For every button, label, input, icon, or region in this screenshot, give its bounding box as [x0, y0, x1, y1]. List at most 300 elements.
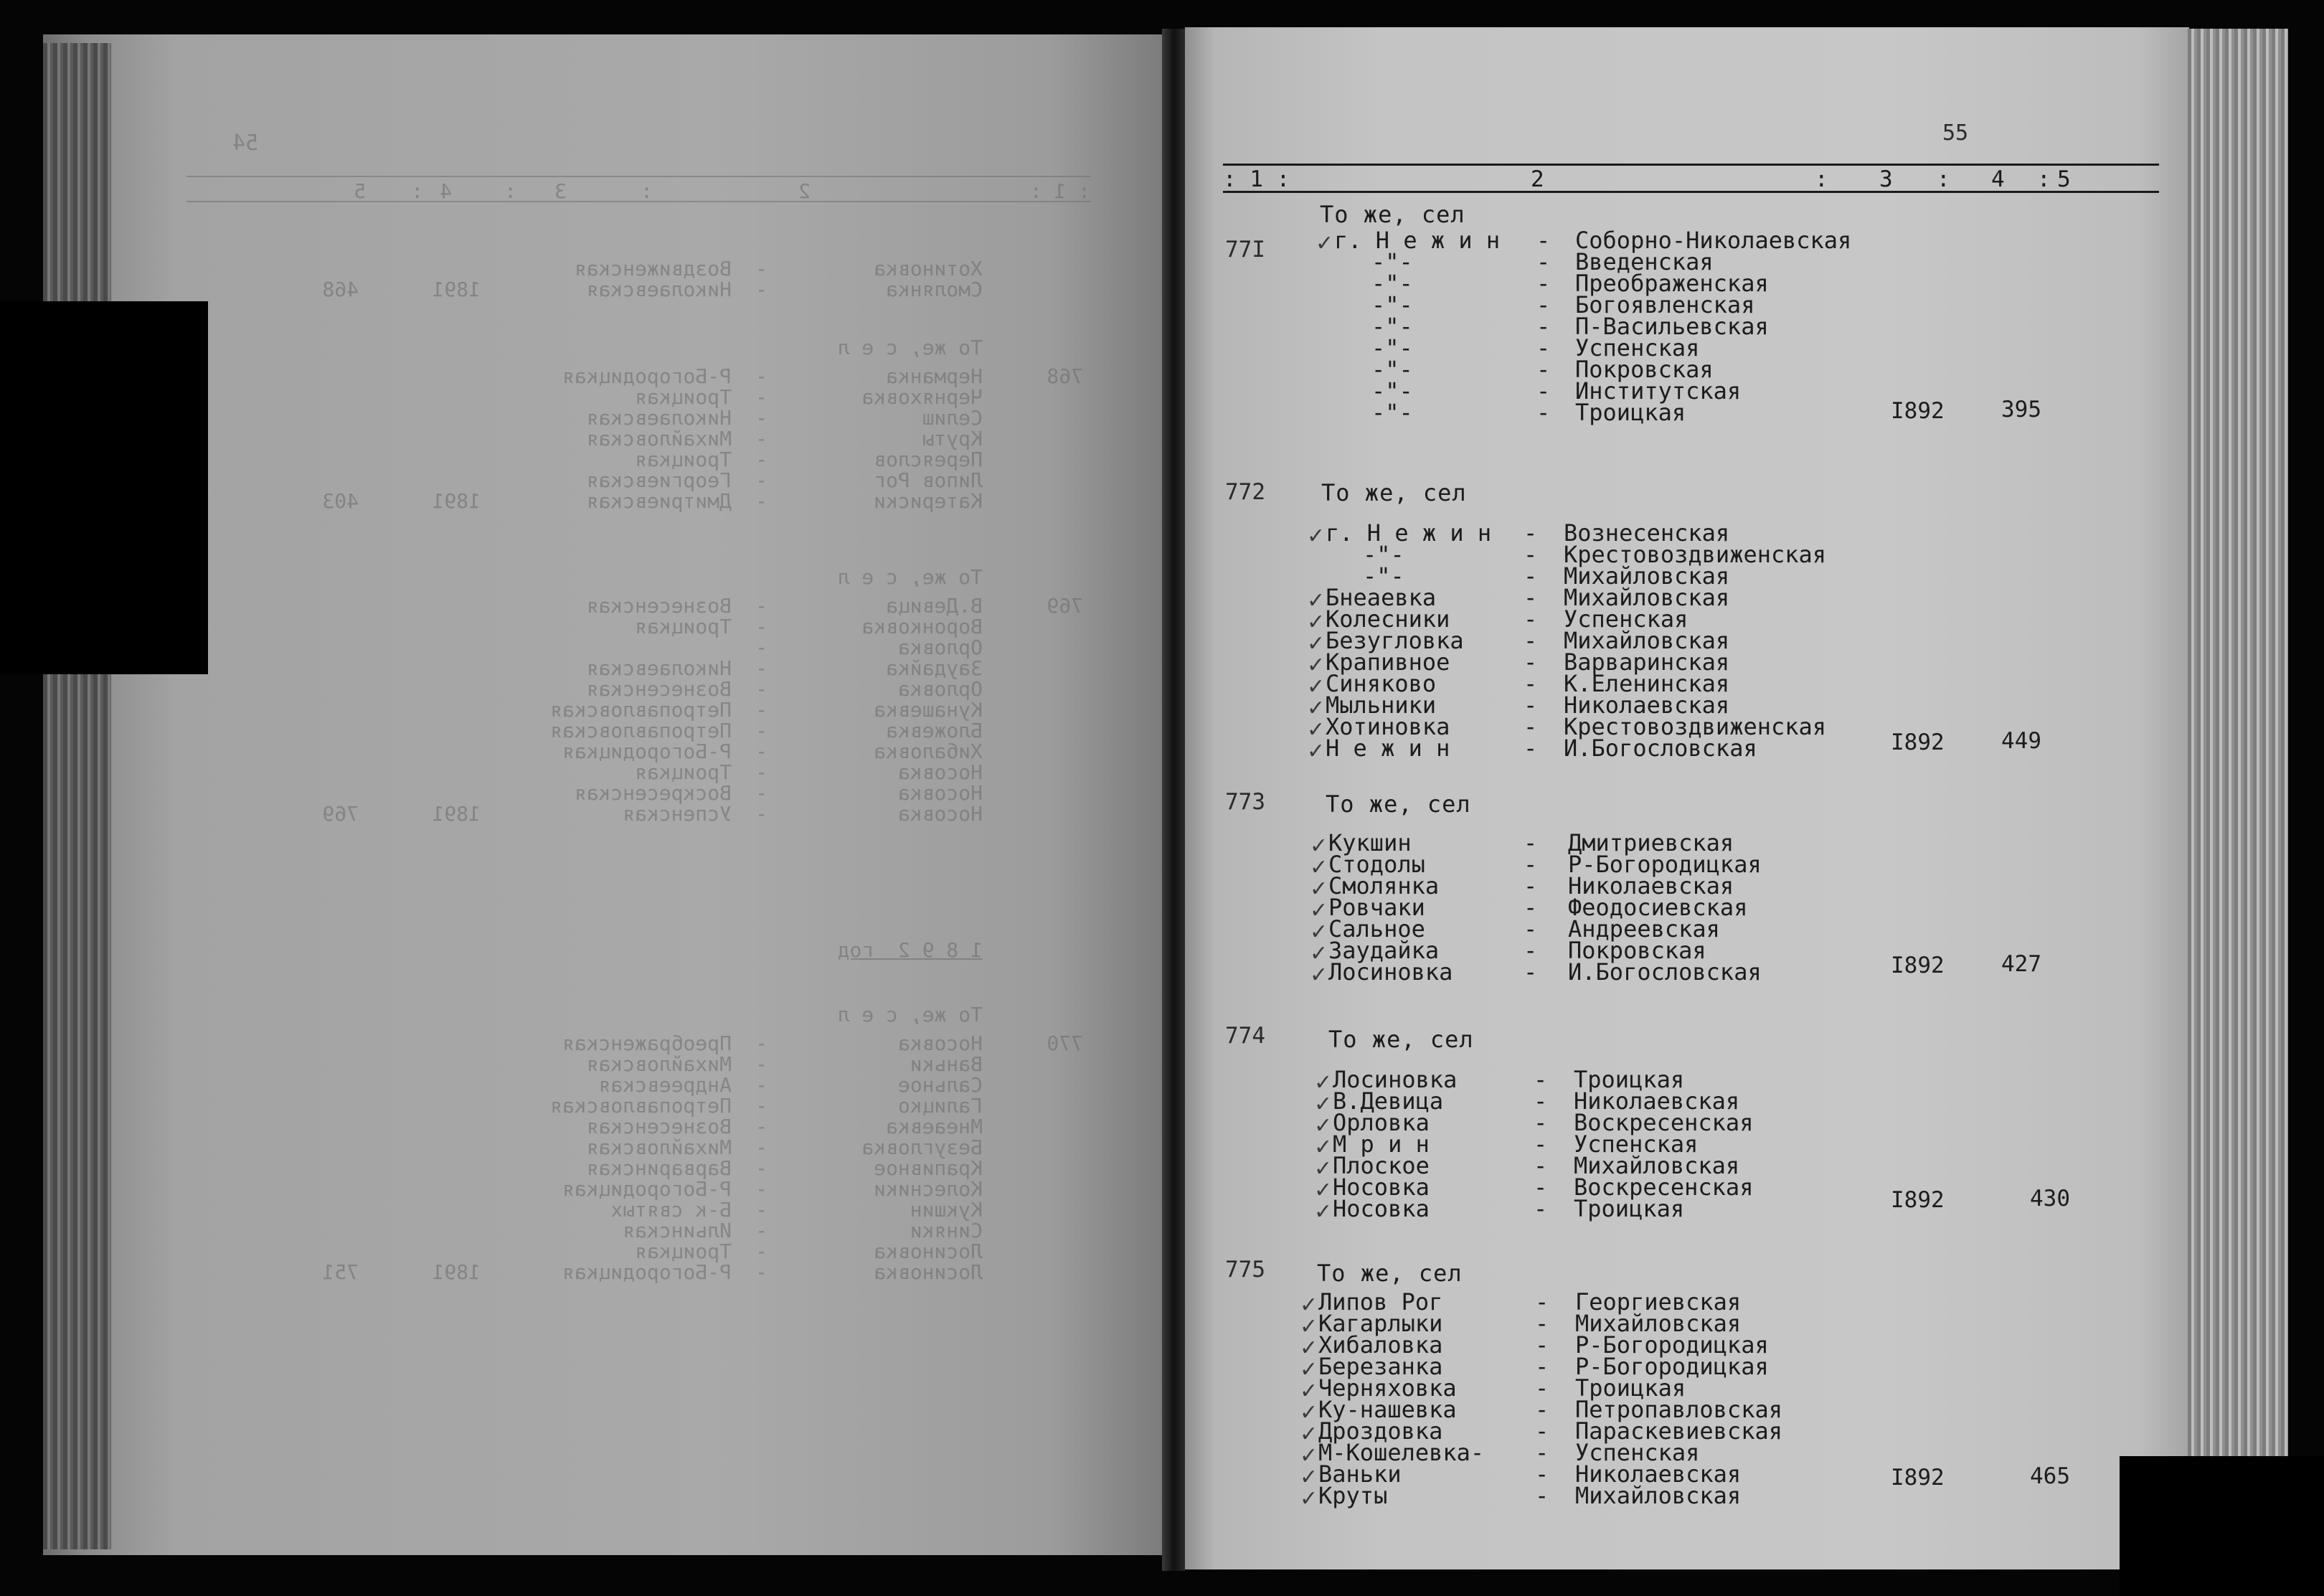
- showthrough-column-number: :: [411, 179, 423, 203]
- check-mark-icon: ✓: [1314, 1199, 1333, 1224]
- count-value: 465: [2030, 1463, 2070, 1489]
- church-name: Петропавловская: [1575, 1396, 1782, 1423]
- check-mark-icon: ✓: [1307, 588, 1326, 613]
- church-name: Троицкая: [1575, 1374, 1686, 1402]
- check-mark-icon: ✓: [1310, 855, 1328, 880]
- church-name: Михайловская: [1564, 562, 1730, 590]
- showthrough-place: Нерманка: [886, 364, 983, 388]
- showthrough-church: Воскресенская: [574, 781, 732, 805]
- dash: -: [1524, 829, 1538, 856]
- showthrough-dash: -: [755, 364, 767, 388]
- left-page-showthrough: [108, 93, 1112, 1384]
- dash: -: [1524, 691, 1538, 719]
- showthrough-church: Петропавловская: [550, 719, 732, 742]
- showthrough-church: Р-Богородицкая: [562, 1260, 732, 1284]
- showthrough-place: Липов Рог: [874, 468, 983, 492]
- check-mark-icon: ✓: [1314, 1113, 1333, 1138]
- dash: -: [1536, 248, 1551, 275]
- showthrough-place: Носовка: [897, 1031, 983, 1055]
- church-name: Воскресенская: [1574, 1174, 1754, 1201]
- showthrough-rule: [186, 176, 1090, 177]
- showthrough-heading: 1 8 9 2 год: [837, 938, 983, 962]
- showthrough-church: Троицкая: [635, 1240, 732, 1263]
- showthrough-place: Катериски: [874, 489, 983, 513]
- page-number: 55: [1942, 121, 1969, 146]
- church-name: Троицкая: [1574, 1066, 1685, 1093]
- dash: -: [1534, 1130, 1548, 1158]
- dash: -: [1535, 1417, 1549, 1445]
- church-name: Георгиевская: [1575, 1288, 1742, 1316]
- check-mark-icon: ✓: [1310, 963, 1328, 988]
- place-name: Кагарлыки: [1318, 1310, 1443, 1337]
- dash: -: [1536, 227, 1551, 254]
- dash: -: [1536, 377, 1551, 405]
- showthrough-dash: -: [755, 406, 767, 430]
- showthrough-church: Ильинская: [623, 1219, 732, 1242]
- dash: -: [1534, 1195, 1548, 1222]
- check-mark-icon: ✓: [1314, 1092, 1333, 1117]
- showthrough-column-number: 2: [798, 179, 811, 203]
- dash: -: [1535, 1310, 1549, 1337]
- place-name: Липов Рог: [1318, 1288, 1443, 1316]
- showthrough-dash: -: [755, 636, 767, 659]
- church-name: К.Еленинская: [1564, 670, 1730, 697]
- header-rule-bottom: [1223, 191, 2159, 193]
- check-mark-icon: ✓: [1300, 1422, 1318, 1447]
- column-separator: :: [2037, 166, 2051, 192]
- showthrough-place: Кунашевка: [874, 698, 983, 722]
- check-mark-icon: ✓: [1314, 1135, 1333, 1160]
- showthrough-heading: То же, с е л: [837, 1003, 983, 1026]
- place-name: Лосиновка: [1328, 958, 1453, 986]
- showthrough-church: Дмитриевская: [586, 489, 732, 513]
- showthrough-church: Р-Богородицкая: [562, 1177, 732, 1201]
- check-mark-icon: ✓: [1310, 920, 1328, 945]
- place-name: Носовка: [1333, 1195, 1430, 1222]
- showthrough-place: Переяслов: [874, 448, 983, 471]
- showthrough-place: Мнеаевка: [886, 1115, 983, 1138]
- showthrough-dash: -: [755, 278, 767, 301]
- place-name: -"-: [1371, 399, 1413, 426]
- year-value: I892: [1891, 1465, 1945, 1491]
- church-name: Николаевская: [1575, 1460, 1742, 1488]
- check-mark-icon: ✓: [1307, 524, 1326, 549]
- church-name: Вознесенская: [1564, 519, 1730, 547]
- check-mark-icon: ✓: [1314, 1070, 1333, 1095]
- entry-number: 774: [1225, 1023, 1265, 1049]
- entry-number: 77I: [1225, 237, 1265, 263]
- showthrough-church: Николаевская: [586, 406, 732, 430]
- church-name: Воскресенская: [1574, 1109, 1754, 1136]
- dash: -: [1536, 270, 1551, 297]
- dash: -: [1524, 519, 1538, 547]
- showthrough-church: Троицкая: [635, 760, 732, 784]
- showthrough-column-number: : 1 :: [1029, 179, 1090, 203]
- entry-number: 775: [1225, 1257, 1265, 1283]
- place-name: г. Н е ж и н: [1334, 227, 1501, 254]
- place-name: -"-: [1371, 291, 1413, 318]
- entry-number: 772: [1225, 479, 1265, 505]
- showthrough-dash: -: [755, 740, 767, 763]
- showthrough-column-number: 5: [354, 179, 366, 203]
- showthrough-place: Носовка: [897, 802, 983, 826]
- year-value: I892: [1891, 729, 1945, 755]
- church-name: Троицкая: [1574, 1195, 1685, 1222]
- showthrough-year: 1891: [432, 1260, 481, 1284]
- showthrough-dash: -: [755, 257, 767, 280]
- place-name: Ку-нашевка: [1318, 1396, 1457, 1423]
- year-value: I892: [1891, 1187, 1945, 1213]
- dash: -: [1524, 958, 1538, 986]
- entry-heading: То же, сел: [1320, 201, 1465, 228]
- showthrough-place: Орловка: [897, 677, 983, 701]
- place-name: Синяково: [1326, 670, 1437, 697]
- showthrough-column-number: 3: [554, 179, 567, 203]
- showthrough-church: Михайловская: [586, 1135, 732, 1159]
- place-name: Лосиновка: [1333, 1066, 1458, 1093]
- place-name: Сальное: [1328, 915, 1425, 943]
- showthrough-place: Крапивное: [874, 1156, 983, 1180]
- church-name: Богоявленская: [1575, 291, 1755, 318]
- church-name: Покровская: [1575, 356, 1714, 383]
- showthrough-church: Р-Богородицкая: [562, 364, 732, 388]
- entry-number: 773: [1225, 789, 1265, 815]
- showthrough-year: 1891: [432, 278, 481, 301]
- year-value: I892: [1891, 953, 1945, 978]
- showthrough-dash: -: [755, 1052, 767, 1076]
- dash: -: [1534, 1087, 1548, 1115]
- place-name: В.Девица: [1333, 1087, 1444, 1115]
- place-name: Мыльники: [1326, 691, 1437, 719]
- place-name: Ваньки: [1318, 1460, 1402, 1488]
- dash: -: [1524, 915, 1538, 943]
- check-mark-icon: ✓: [1307, 696, 1326, 721]
- check-mark-icon: ✓: [1300, 1400, 1318, 1425]
- place-name: Колесники: [1326, 605, 1450, 633]
- column-number-1: : 1 :: [1223, 166, 1290, 192]
- place-name: М-Кошелевка-: [1318, 1439, 1485, 1466]
- dash: -: [1524, 713, 1538, 740]
- showthrough-church: Троицкая: [635, 615, 732, 638]
- check-mark-icon: ✓: [1310, 877, 1328, 902]
- church-name: Феодосиевская: [1568, 894, 1748, 921]
- showthrough-church: Петропавловская: [550, 698, 732, 722]
- check-mark-icon: ✓: [1307, 631, 1326, 656]
- showthrough-dash: -: [755, 385, 767, 409]
- showthrough-church: Вознесенская: [586, 677, 732, 701]
- showthrough-place: Лосиновка: [874, 1260, 983, 1284]
- check-mark-icon: ✓: [1310, 834, 1328, 859]
- showthrough-dash: -: [755, 760, 767, 784]
- church-name: Николаевская: [1568, 872, 1734, 899]
- church-name: П-Васильевская: [1575, 313, 1769, 340]
- showthrough-church: Б-к святых: [610, 1198, 732, 1222]
- place-name: Бнеаевка: [1326, 584, 1437, 611]
- showthrough-dash: -: [755, 656, 767, 680]
- showthrough-place: Хибаловка: [874, 740, 983, 763]
- church-name: Р-Богородицкая: [1575, 1331, 1769, 1359]
- showthrough-place: Синяки: [910, 1219, 983, 1242]
- right-page-edges: [2188, 29, 2288, 1571]
- place-name: -"-: [1371, 270, 1413, 297]
- place-name: Круты: [1318, 1482, 1388, 1509]
- check-mark-icon: ✓: [1300, 1314, 1318, 1339]
- dash: -: [1535, 1396, 1549, 1423]
- place-name: -"-: [1363, 541, 1404, 568]
- showthrough-dash: -: [755, 1260, 767, 1284]
- check-mark-icon: ✓: [1310, 941, 1328, 966]
- corner-shadow: [2120, 1456, 2324, 1596]
- place-name: Кукшин: [1328, 829, 1412, 856]
- place-name: -"-: [1371, 356, 1413, 383]
- dash: -: [1534, 1109, 1548, 1136]
- showthrough-place: Лосиновка: [874, 1240, 983, 1263]
- showthrough-church: Вознесенская: [586, 594, 732, 618]
- dash: -: [1524, 872, 1538, 899]
- year-value: I892: [1891, 398, 1945, 424]
- showthrough-dash: -: [755, 1240, 767, 1263]
- showthrough-church: Андреевская: [598, 1073, 732, 1097]
- dash: -: [1534, 1174, 1548, 1201]
- church-name: Михайловская: [1574, 1152, 1740, 1179]
- showthrough-place: Безугловка: [861, 1135, 983, 1159]
- showthrough-dash: -: [755, 1094, 767, 1118]
- dash: -: [1536, 356, 1551, 383]
- check-mark-icon: ✓: [1314, 1178, 1333, 1203]
- showthrough-place: Бложевка: [886, 719, 983, 742]
- showthrough-place: Галицко: [897, 1094, 983, 1118]
- church-name: Успенская: [1575, 1439, 1700, 1466]
- showthrough-church: Николаевская: [586, 278, 732, 301]
- showthrough-place: Круты: [922, 427, 983, 450]
- column-separator: :: [1815, 166, 1828, 192]
- count-value: 427: [2001, 951, 2041, 977]
- place-name: Смолянка: [1328, 872, 1440, 899]
- showthrough-dash: -: [755, 489, 767, 513]
- church-name: Соборно-Николаевская: [1575, 227, 1852, 254]
- showthrough-place: Хотиновка: [874, 257, 983, 280]
- showthrough-dash: -: [755, 1156, 767, 1180]
- dash: -: [1534, 1066, 1548, 1093]
- showthrough-place: В.Девица: [886, 594, 983, 618]
- church-name: Введенская: [1575, 248, 1714, 275]
- showthrough-dash: -: [755, 1219, 767, 1242]
- place-name: Хотиновка: [1326, 713, 1450, 740]
- place-name: Дроздовка: [1318, 1417, 1443, 1445]
- showthrough-count: 769: [322, 802, 359, 826]
- place-name: Плоское: [1333, 1152, 1430, 1179]
- showthrough-heading: То же, с е л: [837, 565, 983, 589]
- showthrough-place: Смолянка: [886, 278, 983, 301]
- showthrough-column-number: :: [641, 179, 653, 203]
- check-mark-icon: ✓: [1300, 1336, 1318, 1361]
- church-name: Михайловская: [1564, 584, 1730, 611]
- dash: -: [1524, 851, 1538, 878]
- place-name: Черняховка: [1318, 1374, 1457, 1402]
- church-name: Крестовоздвиженская: [1564, 713, 1827, 740]
- dash: -: [1535, 1288, 1549, 1316]
- church-name: Николаевская: [1574, 1087, 1740, 1115]
- church-name: Михайловская: [1575, 1310, 1742, 1337]
- showthrough-church: Троицкая: [635, 448, 732, 471]
- book-gutter: [1162, 29, 1185, 1571]
- church-name: Покровская: [1568, 937, 1706, 964]
- church-name: Преображенская: [1575, 270, 1769, 297]
- showthrough-dash: -: [755, 1198, 767, 1222]
- place-name: М р и н: [1333, 1130, 1430, 1158]
- check-mark-icon: ✓: [1300, 1486, 1318, 1511]
- dash: -: [1535, 1374, 1549, 1402]
- showthrough-church: Петропавловская: [550, 1094, 732, 1118]
- church-name: Р-Богородицкая: [1568, 851, 1762, 878]
- showthrough-church: Успенская: [623, 802, 732, 826]
- showthrough-church: Воздвиженская: [574, 257, 732, 280]
- place-name: Крапивное: [1326, 648, 1450, 676]
- dash: -: [1535, 1460, 1549, 1488]
- entry-heading: То же, сел: [1321, 479, 1467, 506]
- showthrough-place: Колесники: [874, 1177, 983, 1201]
- count-value: 395: [2001, 397, 2041, 422]
- showthrough-place: Кукшин: [910, 1198, 983, 1222]
- check-mark-icon: ✓: [1307, 739, 1326, 764]
- check-mark-icon: ✓: [1300, 1443, 1318, 1468]
- check-mark-icon: ✓: [1300, 1465, 1318, 1490]
- showthrough-entry-number: 768: [1047, 364, 1083, 388]
- church-name: Крестовоздвиженская: [1564, 541, 1827, 568]
- place-name: Носовка: [1333, 1174, 1430, 1201]
- showthrough-dash: -: [755, 1031, 767, 1055]
- church-name: Николаевская: [1564, 691, 1730, 719]
- showthrough-church: Николаевская: [586, 656, 732, 680]
- check-mark-icon: ✓: [1307, 653, 1326, 678]
- showthrough-count: 751: [322, 1260, 359, 1284]
- dash: -: [1524, 937, 1538, 964]
- check-mark-icon: ✓: [1300, 1357, 1318, 1382]
- showthrough-dash: -: [755, 1073, 767, 1097]
- dash: -: [1536, 399, 1551, 426]
- place-name: Н е ж и н: [1326, 735, 1450, 762]
- place-name: Ровчаки: [1328, 894, 1425, 921]
- count-value: 430: [2030, 1186, 2070, 1212]
- place-name: Стодолы: [1328, 851, 1425, 878]
- check-mark-icon: ✓: [1307, 717, 1326, 742]
- place-name: Заудайка: [1328, 937, 1440, 964]
- column-number-3: 3: [1879, 166, 1893, 192]
- church-name: Успенская: [1564, 605, 1688, 633]
- dash: -: [1524, 648, 1538, 676]
- showthrough-dash: -: [755, 427, 767, 450]
- showthrough-dash: -: [755, 1177, 767, 1201]
- place-name: Березанка: [1318, 1353, 1443, 1380]
- check-mark-icon: ✓: [1314, 1156, 1333, 1181]
- showthrough-entry-number: 769: [1047, 594, 1083, 618]
- showthrough-church: Михайловская: [586, 427, 732, 450]
- dash: -: [1534, 1152, 1548, 1179]
- church-name: Андреевская: [1568, 915, 1720, 943]
- showthrough-dash: -: [755, 677, 767, 701]
- showthrough-place: Заудайка: [886, 656, 983, 680]
- count-value: 449: [2001, 728, 2041, 754]
- church-name: Михайловская: [1564, 627, 1730, 654]
- showthrough-entry-number: 770: [1047, 1031, 1083, 1055]
- church-name: Троицкая: [1575, 399, 1686, 426]
- showthrough-place: Ваньки: [910, 1052, 983, 1076]
- showthrough-dash: -: [755, 1115, 767, 1138]
- place-name: -"-: [1371, 313, 1413, 340]
- place-name: -"-: [1371, 248, 1413, 275]
- dash: -: [1524, 627, 1538, 654]
- dash: -: [1536, 313, 1551, 340]
- dash: -: [1524, 670, 1538, 697]
- showthrough-year: 1891: [432, 489, 481, 513]
- church-name: Дмитриевская: [1568, 829, 1734, 856]
- church-name: И.Богословская: [1564, 735, 1757, 762]
- showthrough-church: Варваринская: [586, 1156, 732, 1180]
- showthrough-church: Троицкая: [635, 385, 732, 409]
- dash: -: [1524, 735, 1538, 762]
- showthrough-place: Сальное: [897, 1073, 983, 1097]
- dash: -: [1524, 894, 1538, 921]
- showthrough-church: Михайловская: [586, 1052, 732, 1076]
- showthrough-place: Носовка: [897, 760, 983, 784]
- dash: -: [1535, 1331, 1549, 1359]
- church-name: Успенская: [1575, 334, 1700, 362]
- church-name: Институтская: [1575, 377, 1742, 405]
- dash: -: [1524, 605, 1538, 633]
- dash: -: [1535, 1353, 1549, 1380]
- showthrough-place: Орловка: [897, 636, 983, 659]
- check-mark-icon: ✓: [1315, 231, 1334, 256]
- showthrough-column-number: 4: [440, 179, 452, 203]
- place-name: г. Н е ж и н: [1326, 519, 1492, 547]
- showthrough-dash: -: [755, 448, 767, 471]
- dash: -: [1524, 584, 1538, 611]
- place-name: -"-: [1363, 562, 1404, 590]
- dash: -: [1535, 1482, 1549, 1509]
- showthrough-dash: -: [755, 468, 767, 492]
- church-name: Р-Богородицкая: [1575, 1353, 1769, 1380]
- dash: -: [1536, 291, 1551, 318]
- showthrough-dash: -: [755, 781, 767, 805]
- showthrough-place: Носовка: [897, 781, 983, 805]
- showthrough-church: Георгиевская: [586, 468, 732, 492]
- place-name: Орловка: [1333, 1109, 1430, 1136]
- showthrough-dash: -: [755, 615, 767, 638]
- showthrough-rule: [186, 201, 1090, 202]
- church-name: Михайловская: [1575, 1482, 1742, 1509]
- check-mark-icon: ✓: [1310, 898, 1328, 923]
- showthrough-year: 1891: [432, 802, 481, 826]
- church-name: Успенская: [1574, 1130, 1699, 1158]
- check-mark-icon: ✓: [1300, 1379, 1318, 1404]
- place-name: Безугловка: [1326, 627, 1464, 654]
- church-name: И.Богословская: [1568, 958, 1762, 986]
- place-name: -"-: [1371, 334, 1413, 362]
- showthrough-dash: -: [755, 1135, 767, 1159]
- header-rule-top: [1223, 164, 2159, 166]
- dash: -: [1524, 541, 1538, 568]
- showthrough-dash: -: [755, 698, 767, 722]
- left-page-edges: [43, 43, 111, 1549]
- showthrough-count: 468: [322, 278, 359, 301]
- showthrough-church: Р-Богородицкая: [562, 740, 732, 763]
- check-mark-icon: ✓: [1307, 674, 1326, 699]
- showthrough-dash: -: [755, 802, 767, 826]
- showthrough-place: Воронковка: [861, 615, 983, 638]
- showthrough-place: Селиш: [922, 406, 983, 430]
- column-number-4: 4: [1991, 166, 2005, 192]
- left-page-number: 54: [232, 131, 258, 156]
